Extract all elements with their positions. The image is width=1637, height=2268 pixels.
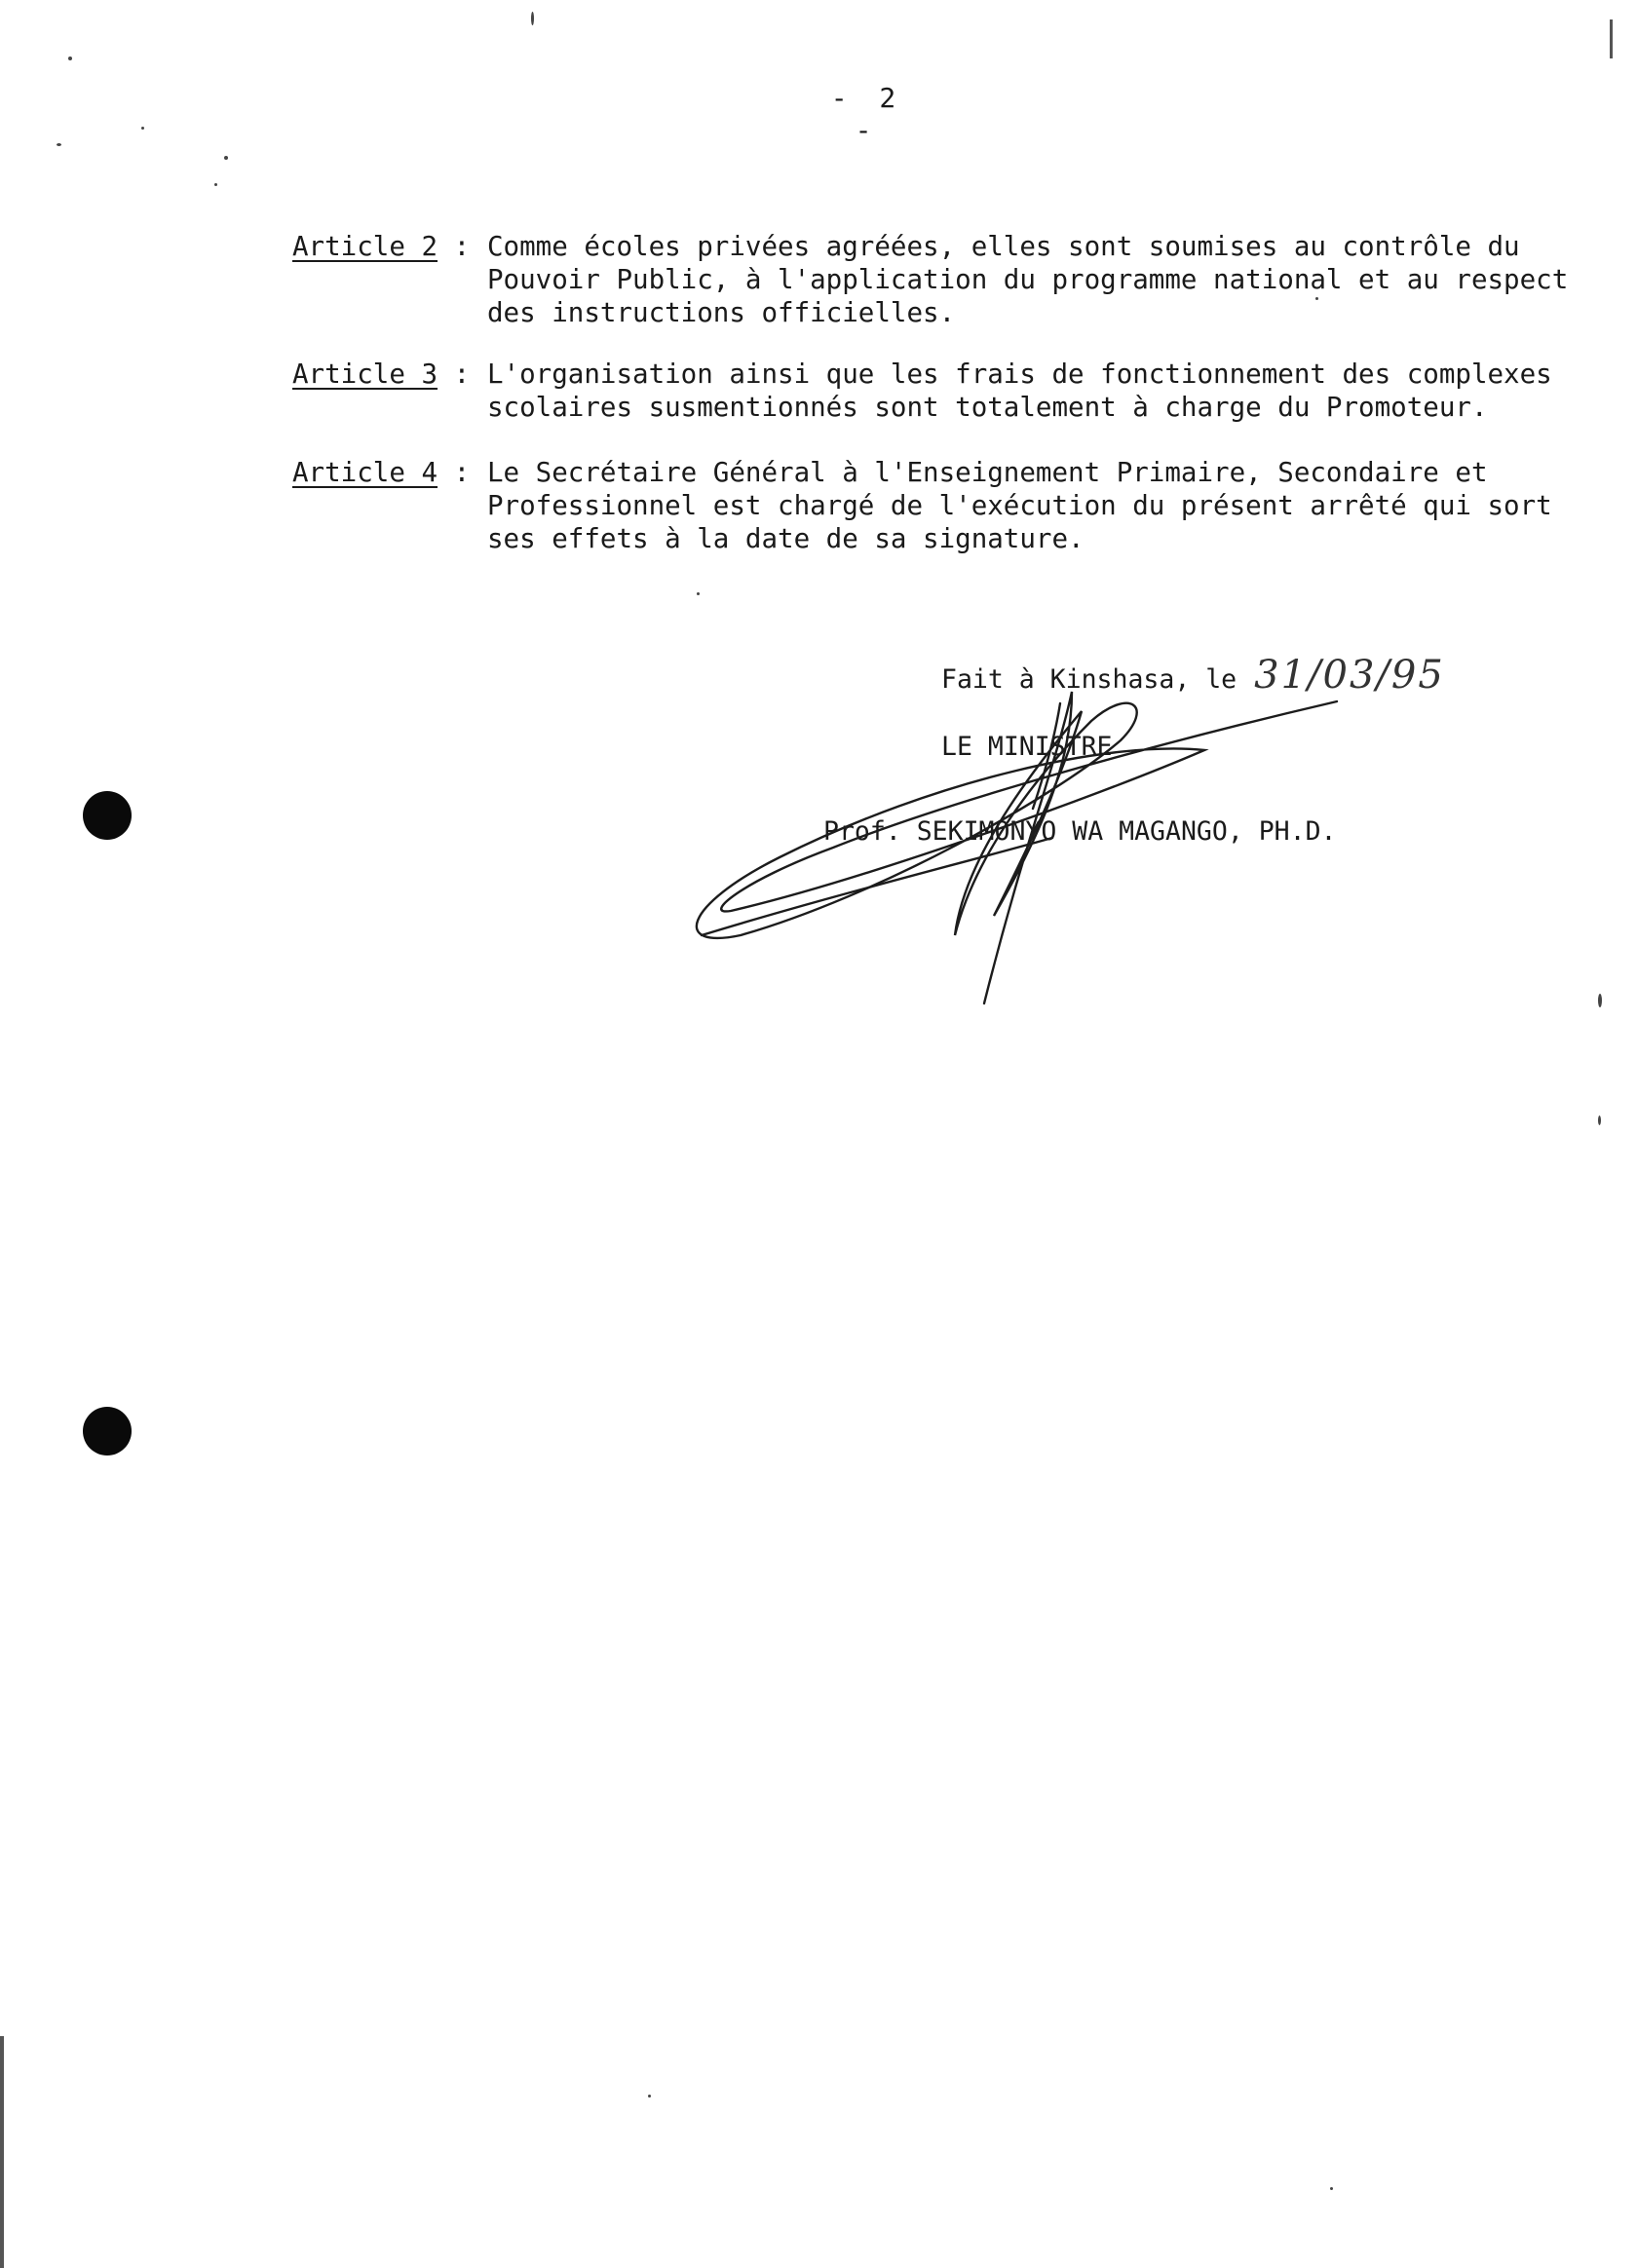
article-separator: : xyxy=(438,359,471,390)
scan-speck xyxy=(531,12,534,25)
article-text xyxy=(487,230,1588,329)
minister-name: Prof. SEKIMONYO WA MAGANGO, PH.D. xyxy=(823,816,1337,847)
article-heading xyxy=(292,358,470,391)
scan-speck xyxy=(648,2095,651,2098)
place-and-date xyxy=(941,653,1445,698)
scan-edge-mark xyxy=(0,2036,4,2268)
article-text xyxy=(487,358,1588,424)
article-line: des instructions officielles. xyxy=(487,297,956,328)
scan-speck xyxy=(214,183,217,186)
article-line: Professionnel est chargé de l'exécution du présent arrêté qui sort xyxy=(487,490,1552,521)
scan-speck xyxy=(1330,2187,1333,2190)
article-line: Le Secrétaire Général à l'Enseignement Primaire, Secondaire et xyxy=(487,457,1488,488)
article-separator: : xyxy=(438,231,471,262)
article-heading xyxy=(292,456,470,489)
article-separator: : xyxy=(438,457,471,488)
article-line: L'organisation ainsi que les frais de fonctionnement des complexes xyxy=(487,359,1552,390)
article-label: Article 4 xyxy=(292,457,438,488)
scan-edge-mark xyxy=(1610,19,1613,58)
article-line: Pouvoir Public, à l'application du programme national et au respect xyxy=(487,264,1569,295)
page-number: - 2 - xyxy=(830,82,904,146)
article-line: scolaires susmentionnés sont totalement à charge du Promoteur. xyxy=(487,392,1488,423)
punch-hole xyxy=(83,1407,132,1455)
article-heading xyxy=(292,230,470,263)
scan-speck xyxy=(224,156,228,160)
article-label: Article 3 xyxy=(292,359,438,390)
scan-speck xyxy=(697,592,700,595)
handwritten-date: 31/03/95 xyxy=(1254,653,1445,698)
scan-speck xyxy=(1598,1115,1601,1125)
minister-title: LE MINISTRE xyxy=(941,732,1113,762)
scan-speck xyxy=(141,127,144,130)
article-line: Comme écoles privées agréées, elles sont soumises au contrôle du xyxy=(487,231,1520,262)
scan-speck xyxy=(1315,297,1318,300)
scan-speck xyxy=(57,143,61,146)
scan-speck xyxy=(68,57,72,60)
place-prefix: Fait à Kinshasa, le xyxy=(941,664,1237,695)
article-label: Article 2 xyxy=(292,231,438,262)
article-text xyxy=(487,456,1588,555)
scan-speck xyxy=(1598,994,1602,1007)
punch-hole xyxy=(83,791,132,840)
article-line: ses effets à la date de sa signature. xyxy=(487,523,1085,554)
